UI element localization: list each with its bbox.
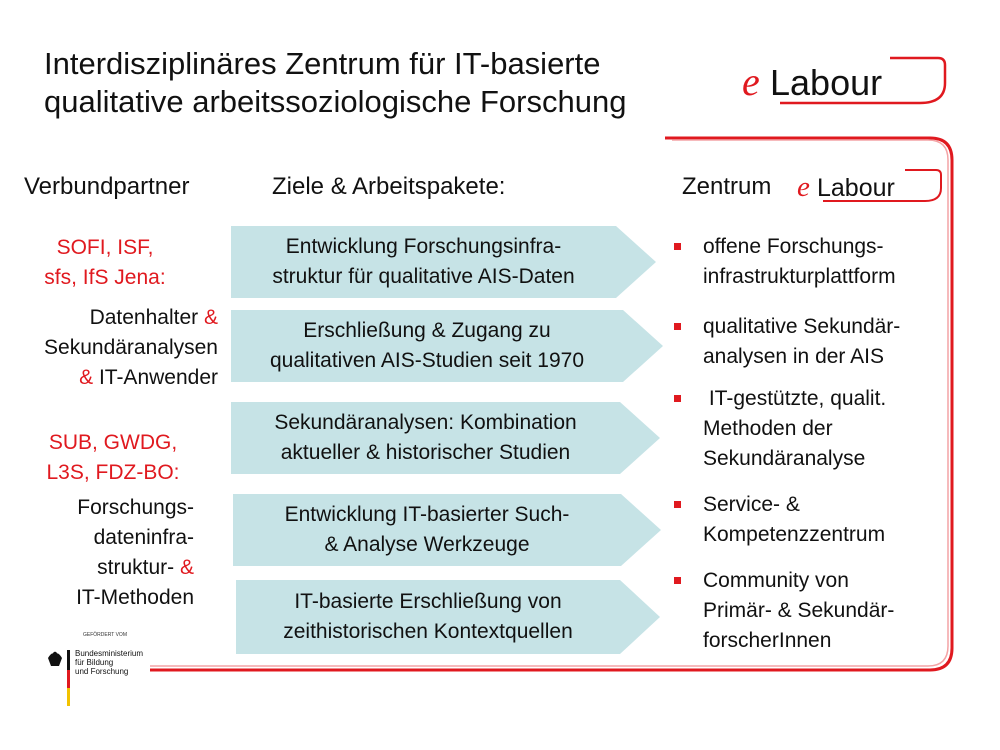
center-item-4-line-2: Kompetenzzentrum <box>703 523 886 546</box>
center-item <box>672 232 972 292</box>
funder-line-3: und Forschung <box>75 667 129 676</box>
role-datenhalter: Datenhalter <box>89 306 199 329</box>
work-package-1 <box>231 226 656 298</box>
center-item-2-line-1: qualitative Sekundär- <box>703 315 901 338</box>
center-item-5-line-2: Primär- & Sekundär- <box>703 599 895 622</box>
center-item <box>672 566 972 656</box>
work-package-3 <box>231 402 660 474</box>
partner-group-1 <box>0 233 220 393</box>
bullet-square-icon <box>674 323 681 330</box>
bullet-square-icon <box>674 501 681 508</box>
center-item-2-line-2: analysen in der AIS <box>703 345 884 368</box>
elabour-logo <box>740 55 950 107</box>
funder-line-2: für Bildung <box>75 658 114 667</box>
work-package-1-line-1: Entwicklung Forschungsinfra- <box>285 235 562 258</box>
work-package-3-line-2: aktueller & historischer Studien <box>280 441 571 464</box>
center-item-4-line-1: Service- & <box>703 493 800 516</box>
header-center: Zentrum <box>682 173 772 200</box>
partner-group-2-role-4: IT-Methoden <box>76 586 194 609</box>
partner-group-1-role-3 <box>0 363 218 393</box>
work-package-2-line-2: qualitativen AIS-Studien seit 1970 <box>269 349 585 372</box>
center-item-3-line-2: Methoden der <box>703 417 833 440</box>
work-package-2-line-1: Erschließung & Zugang zu <box>303 319 551 342</box>
work-package-4 <box>233 494 661 566</box>
title-line-1: Interdisziplinäres Zentrum für IT-basierte <box>44 46 601 81</box>
flag-red <box>67 670 70 688</box>
work-package-1-line-2: struktur für qualitative AIS-Daten <box>272 265 575 288</box>
flag-gold <box>67 688 70 706</box>
partner-group-1-role-2: Sekundäranalysen <box>44 336 218 359</box>
center-item-1-line-2: infrastrukturplattform <box>703 265 896 288</box>
page-title <box>44 45 626 121</box>
logo-text: Labour <box>770 62 883 103</box>
partner-group-2-role-1: Forschungs- <box>77 496 194 519</box>
title-line-2: qualitative arbeitssoziologische Forschung <box>44 84 627 119</box>
partner-group-2-names-1: SUB, GWDG, <box>48 431 178 454</box>
partner-group-1-names-1: SOFI, ISF, <box>56 236 154 259</box>
center-item-5-line-3: forscherInnen <box>703 629 832 652</box>
center-item-1-line-1: offene Forschungs- <box>703 235 884 258</box>
header-goals: Ziele & Arbeitspakete: <box>272 173 506 200</box>
partner-group-2-names-2: L3S, FDZ-BO: <box>46 461 180 484</box>
bullet-square-icon <box>674 243 681 250</box>
center-item <box>672 490 972 550</box>
role-it-anwender: IT-Anwender <box>98 366 218 389</box>
ampersand: & <box>203 306 218 329</box>
partner-group-2-role-3 <box>0 553 194 583</box>
center-list <box>672 232 972 656</box>
partner-group-2 <box>0 428 220 613</box>
eagle-icon <box>48 652 62 666</box>
funder-caption: GEFÖRDERT VOM <box>83 632 127 638</box>
bullet-square-icon <box>674 395 681 402</box>
role-struktur: struktur- <box>97 556 175 579</box>
work-package-2 <box>231 310 663 382</box>
center-item <box>672 384 972 474</box>
ampersand: & <box>179 556 194 579</box>
flag-black <box>67 650 70 670</box>
center-item-5-line-1: Community von <box>703 569 849 592</box>
work-package-5 <box>236 580 660 654</box>
logo-small-text: Labour <box>817 174 895 202</box>
header-partners: Verbundpartner <box>24 173 190 200</box>
center-item <box>672 312 972 372</box>
partner-group-1-role-1 <box>0 303 218 333</box>
funder-line-1: Bundesministerium <box>75 649 144 658</box>
elabour-logo-small <box>795 168 945 204</box>
partner-group-2-role-2: dateninfra- <box>93 526 194 549</box>
partner-group-1-names-2: sfs, IfS Jena: <box>44 266 166 289</box>
logo-small-prefix: e <box>797 171 810 203</box>
work-package-5-line-2: zeithistorischen Kontextquellen <box>283 620 573 643</box>
work-package-4-line-1: Entwicklung IT-basierter Such- <box>284 503 570 526</box>
work-package-4-line-2: & Analyse Werkzeuge <box>324 533 530 556</box>
logo-prefix: e <box>742 59 760 104</box>
bmbf-logo <box>43 630 183 710</box>
center-item-3-line-1: IT-gestützte, qualit. <box>703 387 887 410</box>
center-item-3-line-3: Sekundäranalyse <box>703 447 866 470</box>
work-package-3-line-1: Sekundäranalysen: Kombination <box>274 411 577 434</box>
ampersand: & <box>79 366 94 389</box>
bullet-square-icon <box>674 577 681 584</box>
work-package-5-line-1: IT-basierte Erschließung von <box>294 590 562 613</box>
